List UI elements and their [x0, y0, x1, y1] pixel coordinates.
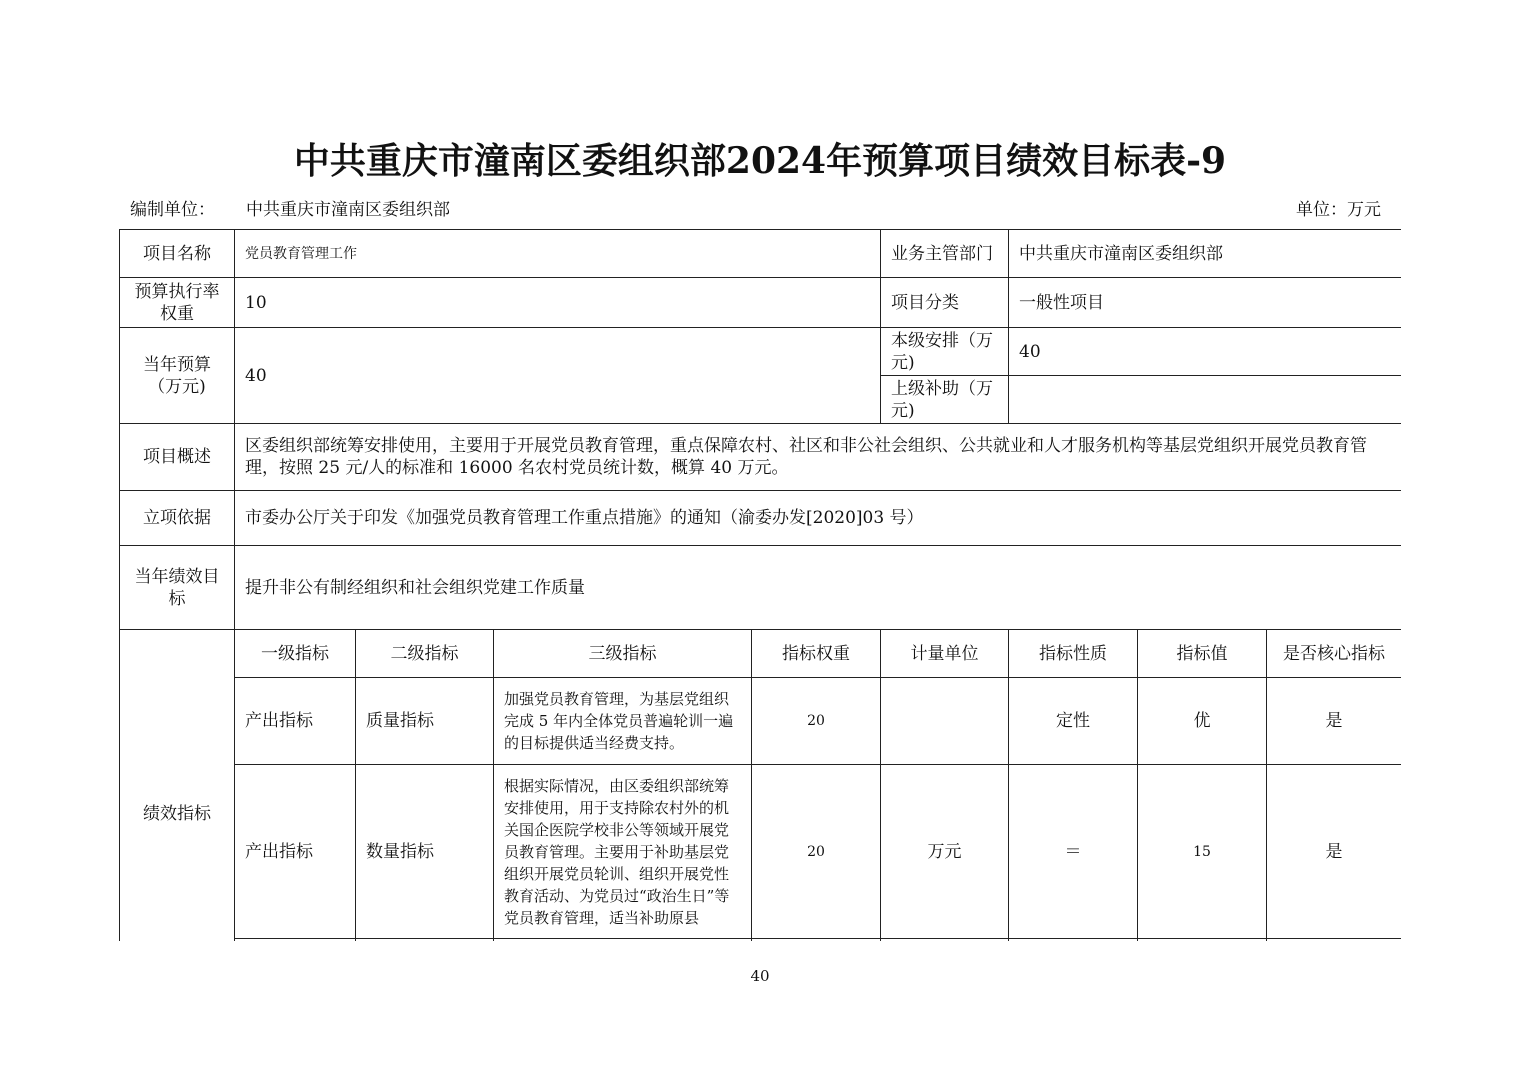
- category-value: 一般性项目: [1009, 278, 1402, 328]
- indicators-section-label: 绩效指标: [120, 630, 235, 942]
- row1-value: 优: [1138, 678, 1267, 765]
- header-nature: 指标性质: [1009, 630, 1138, 678]
- category-label: 项目分类: [881, 278, 1009, 328]
- table-frame: [119, 229, 1401, 941]
- row2-level1: 产出指标: [235, 765, 356, 939]
- compiling-unit: [130, 195, 450, 220]
- goal-value: 提升非公有制经组织和社会组织党建工作质量: [235, 546, 1402, 630]
- table-row-continued: [120, 939, 1402, 942]
- row2-nature: ＝: [1009, 765, 1138, 939]
- table-row: [120, 491, 1402, 546]
- local-budget-value: 40: [1009, 328, 1402, 376]
- local-budget-label: 本级安排（万元): [881, 328, 1009, 376]
- table-row: [120, 230, 1402, 278]
- row2-value: 15: [1138, 765, 1267, 939]
- page-title: 中共重庆市潼南区委组织部2024年预算项目绩效目标表-9: [293, 140, 1227, 182]
- budget-label: 当年预算（万元): [120, 328, 235, 424]
- exec-rate-label: 预算执行率权重: [120, 278, 235, 328]
- table-row: [120, 546, 1402, 630]
- header-level2: 二级指标: [356, 630, 494, 678]
- header-level1: 一级指标: [235, 630, 356, 678]
- row1-core: 是: [1267, 678, 1402, 765]
- basis-value: 市委办公厅关于印发《加强党员教育管理工作重点措施》的通知（渝委办发[2020]03 号）: [235, 491, 1402, 546]
- overview-label: 项目概述: [120, 424, 235, 491]
- indicator-header-row: [120, 630, 1402, 678]
- row1-weight: 20: [752, 678, 881, 765]
- budget-value: 40: [235, 328, 881, 424]
- row2-unit: 万元: [881, 765, 1009, 939]
- header-unit: 计量单位: [881, 630, 1009, 678]
- row2-level3: 根据实际情况，由区委组织部统筹安排使用，用于支持除农村外的机关国企医院学校非公等领域开展党员教育管理。主要用于补助基层党组织开展党员轮训、组织开展党性教育活动、为党员过“政治生日”等党员教育管理，适当补助原县: [494, 765, 752, 939]
- row1-unit: [881, 678, 1009, 765]
- project-name-label: 项目名称: [120, 230, 235, 278]
- row2-weight: 20: [752, 765, 881, 939]
- table-row: [120, 765, 1402, 939]
- table-row: [120, 424, 1402, 491]
- dept-label: 业务主管部门: [881, 230, 1009, 278]
- table-row: [120, 328, 1402, 376]
- row1-nature: 定性: [1009, 678, 1138, 765]
- header-core: 是否核心指标: [1267, 630, 1402, 678]
- page-number: 40: [750, 967, 770, 985]
- row1-level3: 加强党员教育管理，为基层党组织完成 5 年内全体党员普遍轮训一遍的目标提供适当经费支持。: [494, 678, 752, 765]
- compiling-unit-label: 编制单位：: [130, 200, 215, 220]
- header-weight: 指标权重: [752, 630, 881, 678]
- dept-value: 中共重庆市潼南区委组织部: [1009, 230, 1402, 278]
- row2-core: 是: [1267, 765, 1402, 939]
- row2-level2: 数量指标: [356, 765, 494, 939]
- project-name-value: 党员教育管理工作: [235, 230, 881, 278]
- performance-table: [119, 229, 1401, 941]
- goal-label: 当年绩效目标: [120, 546, 235, 630]
- table-row: [120, 678, 1402, 765]
- basis-label: 立项依据: [120, 491, 235, 546]
- row1-level1: 产出指标: [235, 678, 356, 765]
- exec-rate-value: 10: [235, 278, 881, 328]
- overview-value: 区委组织部统筹安排使用，主要用于开展党员教育管理，重点保障农村、社区和非公社会组织、公共就业和人才服务机构等基层党组织开展党员教育管理，按照 25 元/人的标准和 16000 名农村党员统计数，概算 40 万元。: [235, 424, 1402, 491]
- compiling-unit-value: 中共重庆市潼南区委组织部: [246, 200, 450, 220]
- superior-subsidy-label: 上级补助（万元): [881, 376, 1009, 424]
- row1-level2: 质量指标: [356, 678, 494, 765]
- header-value: 指标值: [1138, 630, 1267, 678]
- superior-subsidy-value: [1009, 376, 1402, 424]
- header-level3: 三级指标: [494, 630, 752, 678]
- table-row: [120, 278, 1402, 328]
- currency-unit: 单位：万元: [1296, 200, 1381, 220]
